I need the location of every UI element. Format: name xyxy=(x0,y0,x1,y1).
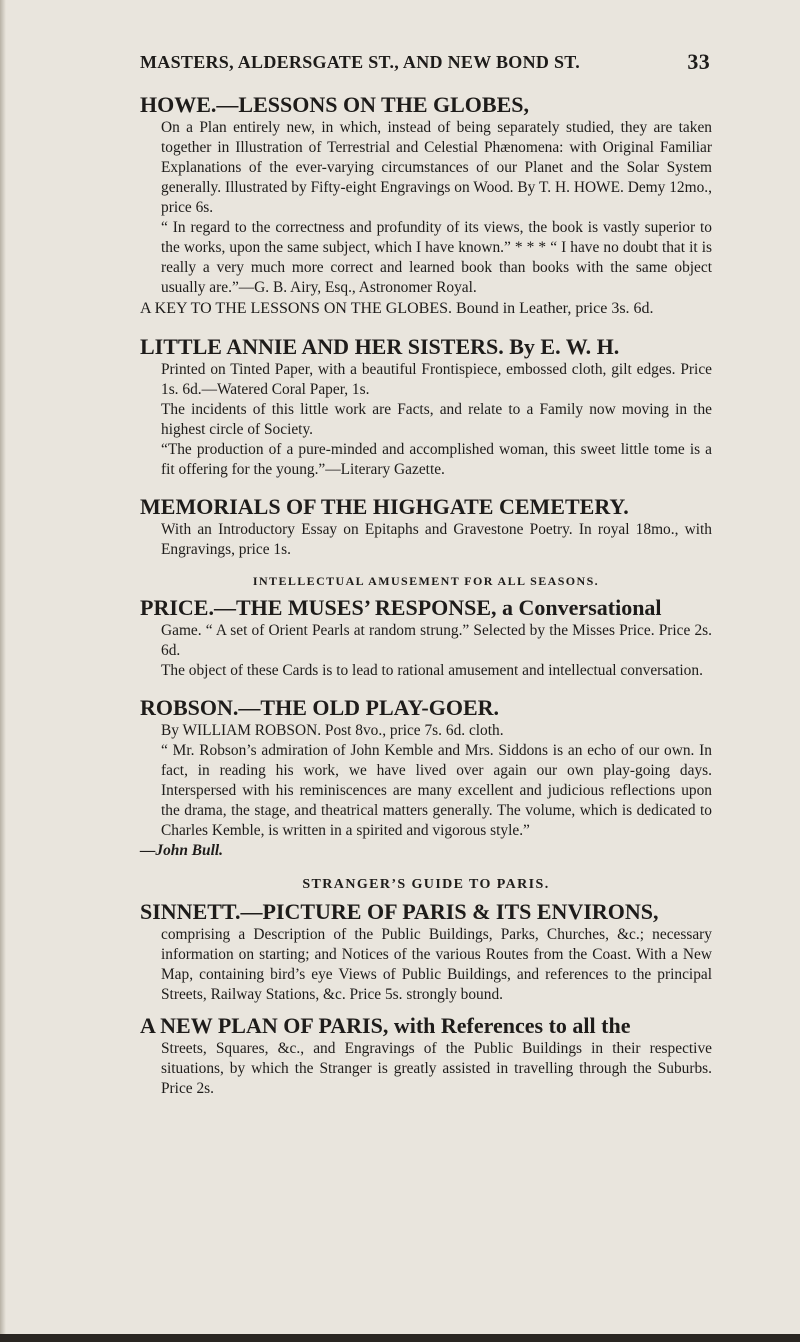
entry-description: Game. “ A set of Orient Pearls at random strung.” Selected by the Misses Price. Price 2s. 6d. xyxy=(161,622,712,659)
page-number: 33 xyxy=(687,49,710,74)
entry-title: PRICE.—THE MUSES’ RESPONSE, a Conversational xyxy=(140,595,662,620)
running-header xyxy=(140,49,710,74)
entry-title: LITTLE ANNIE AND HER SISTERS. By E. W. H. xyxy=(140,334,620,359)
entry-howe xyxy=(140,92,712,320)
entry-description: With an Introductory Essay on Epitaphs and Gravestone Poetry. In royal 18mo., with Engravings, price 1s. xyxy=(161,521,712,558)
entry-review: “The production of a pure-minded and accomplished woman, this sweet little tome is a fit offering for the young.”—Literary Gazette. xyxy=(161,441,712,478)
entry-title: HOWE.—LESSONS ON THE GLOBES, xyxy=(140,92,529,117)
entry-description: Printed on Tinted Paper, with a beautiful Frontispiece, embossed cloth, gilt edges. Price 1s. 6d.—Watered Coral Paper, 1s. xyxy=(161,361,712,398)
entry-title: SINNETT.—PICTURE OF PARIS & ITS ENVIRONS, xyxy=(140,899,659,924)
entry-description: comprising a Description of the Public Buildings, Parks, Churches, &c.; necessary information on starting; and Notices of the various Routes from the Coast. With a New Map, containing bird’s eye Views of Public Buildings, and references to the principal Streets, Railway Stations, &c. Price 5s. strongly bound. xyxy=(161,926,712,1003)
running-title: MASTERS, ALDERSGATE ST., AND NEW BOND ST. xyxy=(140,52,581,72)
section-heading-paris: STRANGER’S GUIDE TO PARIS. xyxy=(302,877,550,892)
entry-little-annie xyxy=(140,334,712,480)
entry-title: MEMORIALS OF THE HIGHGATE CEMETERY. xyxy=(140,494,629,519)
entry-sinnett xyxy=(140,899,712,1005)
entry-review: “ In regard to the correctness and profundity of its views, the book is vastly superior to the works, upon the same subject, which I have known.” * * * “ I have no doubt that it is really a very much more correct and learned book than books with the same object usually are.”—G. B. Airy, Esq., Astronomer Royal. xyxy=(161,219,712,296)
entry-key: A KEY TO THE LESSONS ON THE GLOBES. Bound in Leather, price 3s. 6d. xyxy=(140,300,654,317)
entry-review-source: —John Bull. xyxy=(140,842,223,859)
entry-new-plan xyxy=(140,1013,712,1099)
entry-highgate xyxy=(140,494,712,560)
page-content xyxy=(140,92,712,1099)
entry-note: The incidents of this little work are Facts, and relate to a Family now moving in the highest circle of Society. xyxy=(161,401,712,438)
entry-note: The object of these Cards is to lead to rational amusement and intellectual conversation. xyxy=(161,662,703,679)
entry-title: A NEW PLAN OF PARIS, with References to all the xyxy=(140,1013,631,1038)
page-edge-shadow xyxy=(0,0,6,1342)
entry-description: Streets, Squares, &c., and Engravings of the Public Buildings in their respective situations, by which the Stranger is greatly assisted in travelling through the Suburbs. Price 2s. xyxy=(161,1040,712,1097)
entry-price xyxy=(140,595,712,681)
bottom-border xyxy=(0,1334,800,1342)
entry-title: ROBSON.—THE OLD PLAY-GOER. xyxy=(140,695,500,720)
entry-review: “ Mr. Robson’s admiration of John Kemble and Mrs. Siddons is an echo of our own. In fact, in reading his work, we have lived over again our own play-going days. Interspersed with his reminiscences are many excellent and judicious reflections upon the drama, the stage, and theatrical matters generally. The volume, which is dedicated to Charles Kemble, is written in a spirited and vigorous style.” xyxy=(161,742,712,839)
entry-description: On a Plan entirely new, in which, instead of being separately studied, they are taken together in Illustration of Terrestrial and Celestial Phænomena: with Original Familiar Explanations of the ever-varying circumstances of our Planet and the Solar System generally. Illustrated by Fifty-eight Engravings on Wood. By T. H. HOWE. Demy 12mo., price 6s. xyxy=(161,119,712,216)
section-heading: INTELLECTUAL AMUSEMENT FOR ALL SEASONS. xyxy=(252,574,600,588)
entry-description: By WILLIAM ROBSON. Post 8vo., price 7s. 6d. cloth. xyxy=(161,722,504,739)
entry-robson xyxy=(140,695,712,861)
